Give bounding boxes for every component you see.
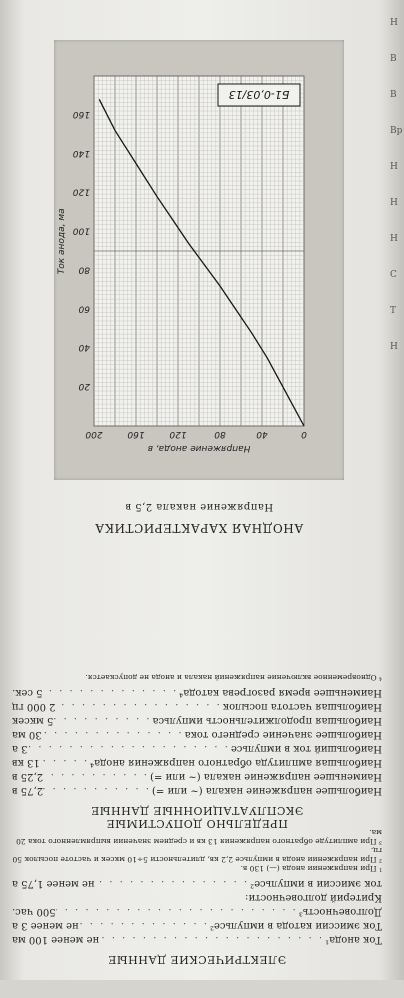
leader-dots bbox=[95, 877, 251, 889]
leader-dots bbox=[42, 728, 185, 740]
limits-label: Наибольшая амплитуда обратного напряжения анода⁴ bbox=[90, 757, 382, 768]
electrical-title: ЭЛЕКТРИЧЕСКИЕ ДАННЫЕ bbox=[107, 953, 287, 966]
limits-row bbox=[12, 700, 382, 712]
x-tick-label: 160 bbox=[127, 429, 145, 439]
y-axis-label: Ток анода, ма bbox=[57, 208, 67, 275]
leader-dots bbox=[43, 770, 150, 782]
limits-value: 2,75 в bbox=[12, 785, 44, 796]
x-tick-label: 120 bbox=[169, 429, 187, 439]
electrical-footnote: ³ При амплитуде обратного напряжения 13 кв и среднем значении выпрямленного тока 20 ма. bbox=[16, 828, 382, 846]
anode-characteristic-chart bbox=[54, 40, 344, 480]
x-axis-label: Напряжение анода, в bbox=[147, 443, 251, 453]
electrical-section bbox=[12, 828, 382, 966]
chart-subtitle: Напряжение накала 2,5 в bbox=[124, 501, 274, 512]
electrical-footnote: ¹ При напряжении анода (—) 130 в. bbox=[240, 864, 382, 873]
electrical-value: не менее 1,75 а bbox=[12, 878, 95, 889]
margin-fragment: Н bbox=[390, 234, 398, 244]
margin-fragment: Н bbox=[390, 18, 398, 28]
chart-title: АНОДНАЯ ХАРАКТЕРИСТИКА bbox=[94, 521, 304, 535]
electrical-row bbox=[12, 905, 382, 917]
x-tick-label: 200 bbox=[85, 429, 103, 439]
limits-footnote: ⁴ Одновременное включение напряжений накала и анода не допускается. bbox=[85, 673, 382, 682]
leader-dots bbox=[99, 933, 325, 945]
margin-fragment: В bbox=[390, 90, 397, 100]
limits-row bbox=[12, 756, 382, 768]
y-tick-label: 140 bbox=[72, 147, 90, 158]
y-tick-label: 100 bbox=[72, 225, 90, 236]
margin-fragment: Н bbox=[390, 342, 398, 352]
electrical-value: не менее 100 ма bbox=[12, 934, 100, 945]
electrical-row bbox=[12, 877, 382, 889]
y-tick-label: 80 bbox=[78, 264, 90, 275]
electrical-label: ток эмиссии в импульсе² bbox=[250, 878, 382, 889]
limits-label: Наибольшее значение среднего тока bbox=[184, 729, 382, 740]
limits-rows bbox=[12, 686, 382, 796]
x-tick-label: 80 bbox=[214, 429, 226, 439]
electrical-value: не менее 3 а bbox=[12, 920, 79, 931]
y-tick-label: 20 bbox=[78, 381, 90, 392]
y-tick-label: 160 bbox=[72, 108, 90, 119]
limits-value: 2 000 гц bbox=[12, 701, 56, 712]
graph-frame bbox=[54, 40, 344, 480]
limits-label: Наибольшее напряжение накала (~ или =) bbox=[152, 785, 382, 796]
leader-dots bbox=[28, 742, 231, 754]
margin-fragment: Н bbox=[390, 198, 398, 208]
electrical-row bbox=[12, 919, 382, 931]
right-page-edge bbox=[390, 0, 404, 998]
limits-section bbox=[12, 673, 382, 830]
electrical-footnote: ² При напряжении анода в импульсе 2,2 кв, длительности 5÷10 мксек и частоте посылок 50 гц. bbox=[12, 846, 382, 864]
leader-dots bbox=[40, 756, 90, 768]
electrical-label: Долговечность³ bbox=[298, 906, 382, 917]
limits-value: 3 а bbox=[12, 743, 28, 754]
limits-row bbox=[12, 742, 382, 754]
limits-label: Наибольший ток в импульсе bbox=[230, 743, 382, 754]
electrical-label: Ток анода¹ bbox=[325, 934, 382, 945]
x-tick-label: 0 bbox=[301, 429, 307, 439]
limits-value: 30 ма bbox=[12, 729, 42, 740]
leader-dots bbox=[43, 686, 180, 698]
x-tick-label: 40 bbox=[256, 429, 268, 439]
limits-value: 13 кв bbox=[12, 757, 40, 768]
leader-dots bbox=[56, 905, 299, 917]
limits-row bbox=[12, 770, 382, 782]
limits-value: 5 мксек bbox=[12, 715, 54, 726]
y-tick-label: 60 bbox=[78, 303, 90, 314]
electrical-row bbox=[12, 891, 382, 903]
limits-row bbox=[12, 686, 382, 698]
leader-dots bbox=[43, 784, 152, 796]
leader-dots bbox=[79, 919, 210, 931]
electrical-rows bbox=[12, 877, 382, 945]
tube-type-label: Б1-0,03/13 bbox=[228, 88, 290, 101]
limits-value: 2,25 в bbox=[12, 771, 44, 782]
margin-fragment: Т bbox=[390, 306, 397, 316]
leader-dots bbox=[55, 700, 222, 712]
electrical-label: Ток эмиссии катода в импульсе² bbox=[209, 920, 382, 931]
limits-row bbox=[12, 728, 382, 740]
limits-label: Наибольшая частота посылок bbox=[222, 701, 382, 712]
margin-fragment: С bbox=[390, 270, 397, 280]
limits-label: Наименьшее напряжение накала (~ или =) bbox=[150, 771, 382, 782]
limits-row bbox=[12, 714, 382, 726]
electrical-footnotes bbox=[12, 828, 382, 873]
electrical-label: Критерий долговечности: bbox=[245, 892, 382, 903]
electrical-row bbox=[12, 933, 382, 945]
electrical-value: 500 час. bbox=[12, 906, 56, 917]
limits-title: ПРЕДЕЛЬНО ДОПУСТИМЫЕ ЭКСПЛУАТАЦИОННЫЕ ДАННЫЕ bbox=[90, 804, 304, 830]
limits-label: Наибольшая продолжительность импульса bbox=[152, 715, 382, 726]
limits-row bbox=[12, 784, 382, 796]
limits-label: Наименьшее время разогрева катода⁴ bbox=[179, 687, 382, 698]
margin-fragment: Н bbox=[390, 162, 398, 172]
margin-fragment: В bbox=[390, 54, 397, 64]
y-tick-label: 120 bbox=[72, 186, 90, 197]
leader-dots bbox=[53, 714, 152, 726]
y-tick-label: 40 bbox=[78, 342, 90, 353]
limits-value: 5 сек. bbox=[12, 687, 43, 698]
margin-fragment: Вр bbox=[390, 126, 403, 136]
